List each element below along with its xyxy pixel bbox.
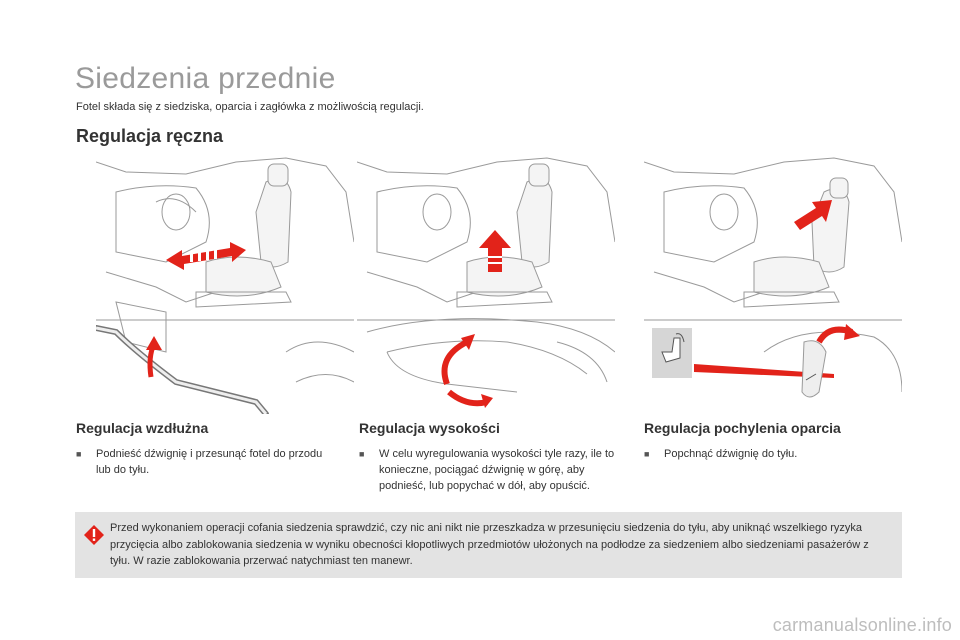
bullet-longitudinal-adjustment [76, 446, 326, 478]
bullet-text: Podnieść dźwignię i przesunąć fotel do przodu lub do tyłu. [96, 448, 323, 476]
page-title: Siedzenia przednie [75, 62, 336, 95]
bullet-text: Popchnąć dźwignię do tyłu. [664, 448, 798, 460]
bullet-marker: ■ [644, 449, 650, 459]
seatback-recline-illustration [644, 152, 902, 414]
section-heading-manual: Regulacja ręczna [76, 126, 224, 146]
heading-recline-adjustment: Regulacja pochylenia oparcia [644, 420, 841, 436]
watermark: carmanualsonline.info [772, 615, 952, 635]
seat-height-adjustment-illustration [357, 152, 615, 414]
bullet-marker: ■ [359, 449, 365, 459]
heading-height-adjustment: Regulacja wysokości [359, 420, 500, 436]
bullet-recline-adjustment [644, 446, 894, 462]
warning-box [75, 512, 902, 578]
bullet-text: W celu wyregulowania wysokości tyle razy, ile to konieczne, pociągać dźwignię w górę, aby podnieść, lub popychać w dół, aby opuścić. [379, 448, 615, 492]
heading-longitudinal-adjustment: Regulacja wzdłużna [76, 420, 209, 436]
warning-text: Przed wykonaniem operacji cofania siedzenia sprawdzić, czy nic ani nikt nie przeszkadza w przesunięciu siedzenia do tyłu, aby uniknąć wszelkiego ryzyka przycięcia albo zablokowania siedzenia w wyniku obecności kłopotliwych przedmiotów ułożonych na podłodze za siedzeniem albo siedzeniami pasażerów z tyłu. W razie zablokowania przerwać natychmiast ten manewr. [110, 522, 869, 567]
seat-longitudinal-adjustment-illustration [96, 152, 354, 414]
page-subtitle: Fotel składa się z siedziska, oparcia i zagłówka z możliwością regulacji. [76, 101, 424, 113]
bullet-height-adjustment [359, 446, 621, 494]
bullet-marker: ■ [76, 449, 82, 459]
warning-exclamation-icon [84, 525, 104, 545]
